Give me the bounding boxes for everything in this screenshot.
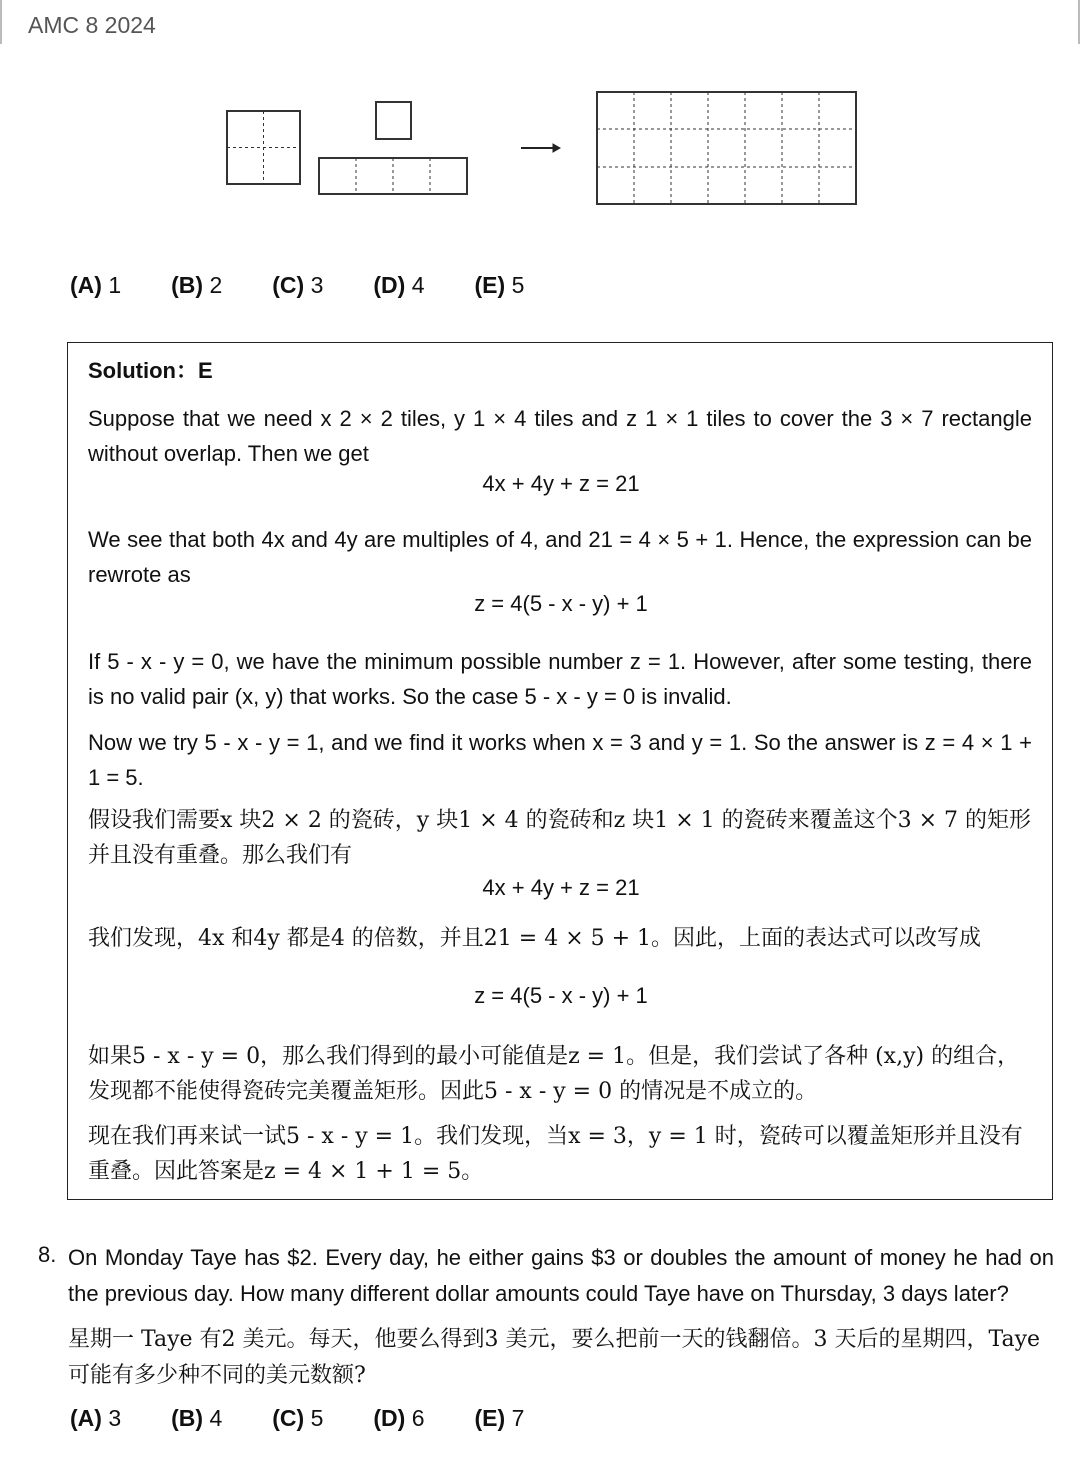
q7-answer-choices xyxy=(70,272,574,299)
solution-en-equation-2: z = 4(5 - x - y) + 1 xyxy=(474,591,648,616)
solution-box xyxy=(67,342,1053,1200)
solution-en-paragraph-3: If 5 - x - y = 0, we have the minimum possible number z = 1. However, after some testing, there is no valid pair (x, y) that works. So the case 5 - x - y = 0 is invalid. xyxy=(88,649,1032,709)
page-header: AMC 8 2024 xyxy=(28,12,156,38)
question-8-text-en: On Monday Taye has $2. Every day, he either gains $3 or doubles the amount of money he had on the previous day. How many different dollar amounts could Taye have on Thursday, 3 days later? xyxy=(68,1245,1054,1306)
solution-zh-equation-1: 4x + 4y + z = 21 xyxy=(482,875,640,900)
rectangle-3x7 xyxy=(597,92,856,204)
choice-e: (E) 7 xyxy=(474,1405,525,1431)
question-8-number: 8. xyxy=(38,1242,57,1267)
tile-1x1 xyxy=(376,102,411,139)
choice-c: (C) 5 xyxy=(272,1405,324,1431)
solution-zh-equation-2: z = 4(5 - x - y) + 1 xyxy=(474,983,648,1008)
q8-answer-choices xyxy=(70,1405,574,1432)
solution-title: Solution：E xyxy=(88,358,213,383)
header-divider-left xyxy=(0,0,2,44)
choice-b: (B) 4 xyxy=(171,1405,223,1431)
solution-zh-paragraph-2: 我们发现，4x 和4y 都是4 的倍数，并且21 = 4 × 5 + 1。因此，上面的表达式可以改写成 xyxy=(88,926,982,951)
choice-e: (E) 5 xyxy=(474,272,525,298)
choice-d: (D) 6 xyxy=(373,1405,425,1431)
solution-zh-paragraph-4: 现在我们再来试一试5 - x - y = 1。我们发现，当x = 3，y = 1 时，瓷砖可以覆盖矩形并且没有重叠。因此答案是z = 4 × 1 + 1 = 5。 xyxy=(88,1124,1023,1184)
question-8-text-zh: 星期一 Taye 有2 美元。每天，他要么得到3 美元，要么把前一天的钱翻倍。3 天后的星期四，Taye 可能有多少种不同的美元数额? xyxy=(68,1327,1041,1388)
choice-a: (A) 1 xyxy=(70,272,122,298)
solution-en-paragraph-4: Now we try 5 - x - y = 1, and we find it works when x = 3 and y = 1. So the answer is z = 4 × 1 + 1 = 5. xyxy=(88,730,1032,790)
tile-2x2 xyxy=(227,111,300,184)
solution-en-equation-1: 4x + 4y + z = 21 xyxy=(482,471,640,496)
solution-zh-paragraph-1: 假设我们需要x 块2 × 2 的瓷砖，y 块1 × 4 的瓷砖和z 块1 × 1 的瓷砖来覆盖这个3 × 7 的矩形并且没有重叠。那么我们有 xyxy=(88,808,1032,868)
tile-1x4 xyxy=(319,158,467,194)
solution-en-paragraph-1: Suppose that we need x 2 × 2 tiles, y 1 × 4 tiles and z 1 × 1 tiles to cover the 3 × 7 rectangle without overlap. Then we get xyxy=(88,406,1032,466)
choice-d: (D) 4 xyxy=(373,272,425,298)
choice-c: (C) 3 xyxy=(272,272,324,298)
solution-en-paragraph-2: We see that both 4x and 4y are multiples of 4, and 21 = 4 × 5 + 1. Hence, the expression can be rewrote as xyxy=(88,527,1032,587)
choice-a: (A) 3 xyxy=(70,1405,122,1431)
choice-b: (B) 2 xyxy=(171,272,223,298)
arrow-icon xyxy=(521,144,560,152)
tiling-figure xyxy=(220,84,870,214)
solution-zh-paragraph-3: 如果5 - x - y = 0，那么我们得到的最小可能值是z = 1。但是，我们尝试了各种 (x,y) 的组合，发现都不能使得瓷砖完美覆盖矩形。因此5 - x - y = 0 的情况是不成立的。 xyxy=(88,1044,1020,1104)
